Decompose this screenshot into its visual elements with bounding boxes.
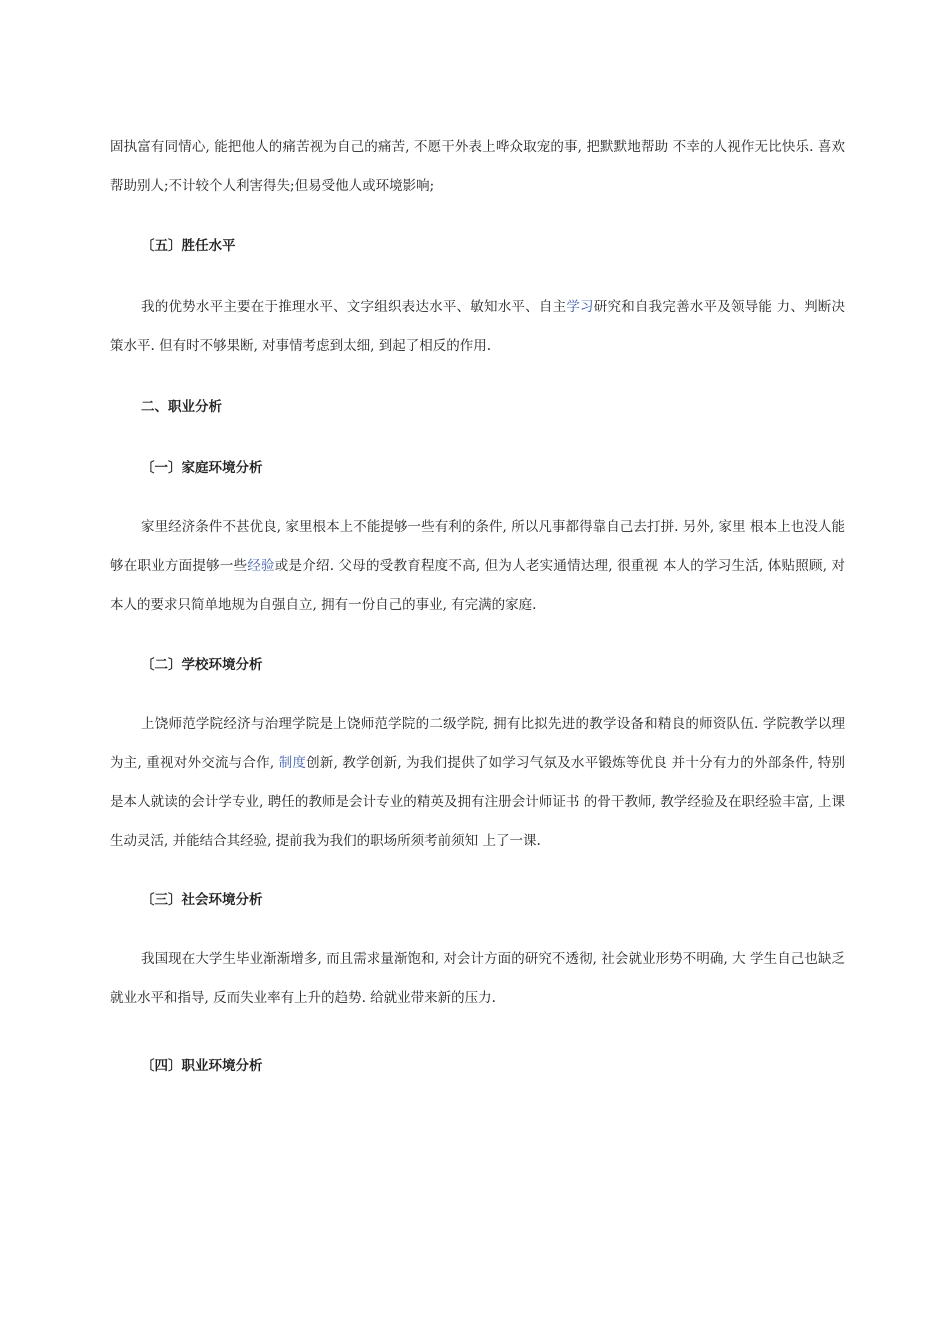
paragraph-school-environment: 上饶师范学院经济与治理学院是上饶师范学院的二级学院, 拥有比拟先进的教学设备和精良的师资队伍. 学院教学以理为主, 重视对外交流与合作, 制度创新, 教学创新, 为我们提供了如学习气氛及水平锻炼等优良 并十分有力的外部条件, 特别是本人就读的会计学专业, 聘任的教师是会计专业的精英及拥有注册会计师证书 的骨干教师, 教学经验及在职经验丰富, 上课生动灵活, 并能结合其经验, 提前我为我们的职场所须考前须知 上了一课. [110, 716, 845, 849]
paragraph-social-environment: 我国现在大学生毕业渐渐增多, 而且需求量渐饱和, 对会计方面的研究不透彻, 社会就业形势不明确, 大 学生自己也缺乏就业水平和指导, 反而失业率有上升的趋势. 给就业带来新的压力. [110, 951, 845, 1006]
heading-career-environment: 〔四〕职业环境分析 [141, 1058, 263, 1074]
heading-competence: 〔五〕胜任水平 [141, 238, 236, 254]
paragraph-competence: 我的优势水平主要在于推理水平、文字组织表达水平、敏知水平、自主学习研究和自我完善水平及领导能 力、判断决策水平. 但有时不够果断, 对事情考虑到太细, 到起了相反的作用. [110, 299, 846, 354]
heading-career-analysis: 二、职业分析 [141, 399, 222, 415]
link-experience[interactable]: 经验 [247, 558, 275, 574]
heading-family-environment: 〔一〕家庭环境分析 [141, 460, 263, 476]
link-study[interactable]: 学习 [566, 299, 594, 315]
heading-school-environment: 〔二〕学校环境分析 [141, 657, 263, 673]
link-system[interactable]: 制度 [278, 755, 307, 771]
paragraph-family-environment: 家里经济条件不甚优良, 家里根本上不能提够一些有利的条件, 所以凡事都得靠自己去打拼. 另外, 家里 根本上也没人能够在职业方面提够一些经验或是介绍. 父母的受教育程度不高, 但为人老实通情达理, 很重视 本人的学习生活, 体贴照顾, 对本人的要求只简单地规为自强自立, 拥有一份自己的事业, 有完满的家庭. [110, 519, 846, 613]
paragraph-personality: 固执富有同情心, 能把他人的痛苦视为自己的痛苦, 不愿干外表上哗众取宠的事, 把默默地帮助 不幸的人视作无比快乐. 喜欢帮助别人;不计较个人利害得失;但易受他人或环境影响; [110, 139, 845, 194]
heading-social-environment: 〔三〕社会环境分析 [141, 892, 263, 908]
